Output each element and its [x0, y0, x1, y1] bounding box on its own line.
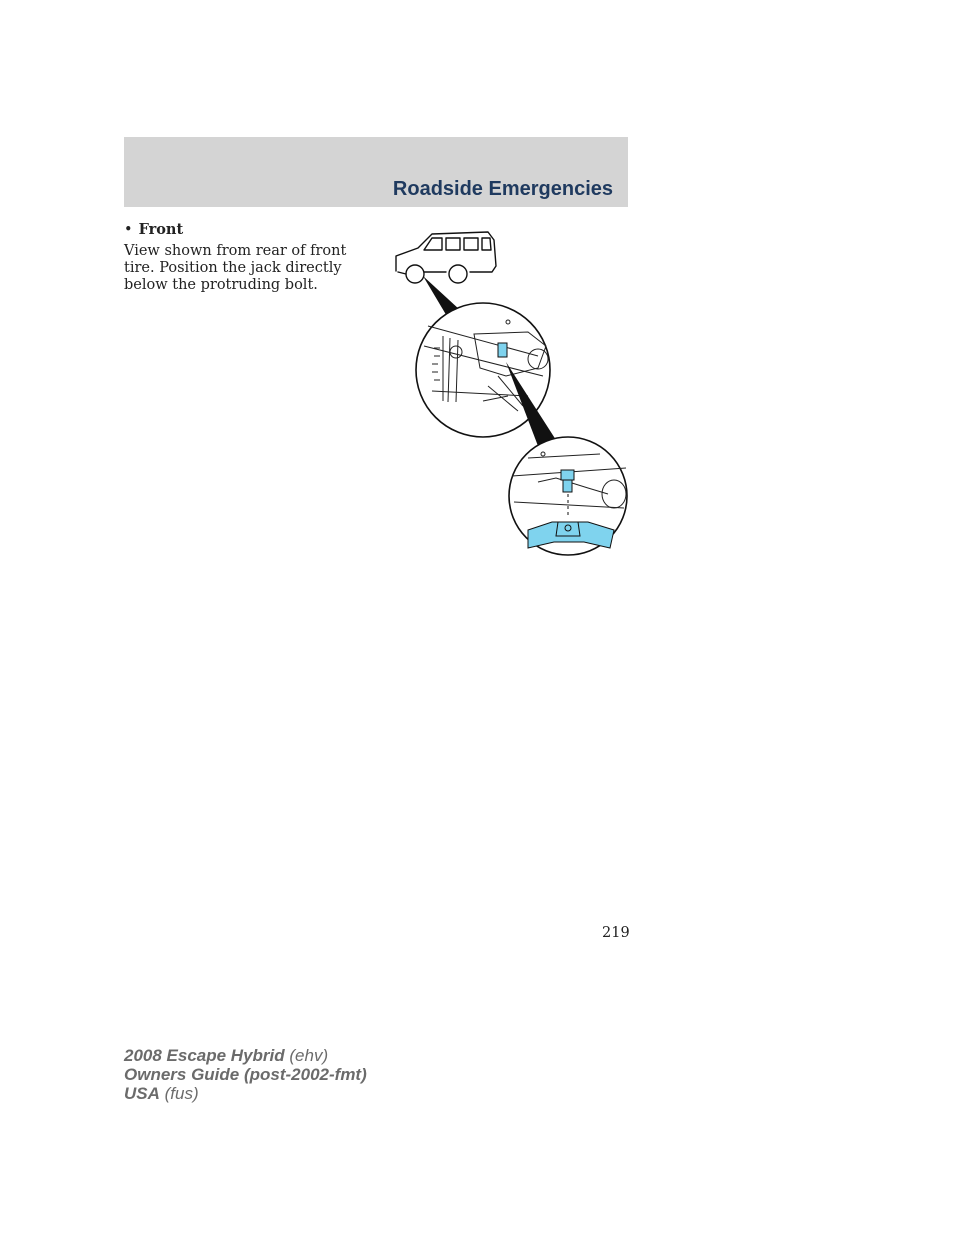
footer-line-2: Owners Guide (post-2002-fmt): [124, 1065, 367, 1084]
bullet-dot: •: [124, 222, 133, 238]
detail-circle-jack-bolt: [509, 437, 627, 555]
footer-line-1: 2008 Escape Hybrid (ehv): [124, 1046, 329, 1065]
bullet-heading: [124, 221, 183, 238]
jack-position-illustration: [388, 226, 633, 558]
instruction-paragraph: View shown from rear of front tire. Position the jack directly below the protruding bolt.: [124, 243, 347, 293]
document-footer: [124, 1046, 367, 1103]
vehicle-icon: [396, 232, 496, 283]
footer-line-3: USA (fus): [124, 1084, 199, 1103]
heading-front: Front: [138, 221, 184, 238]
section-title: Roadside Emergencies: [392, 178, 613, 200]
page-number: 219: [602, 925, 630, 941]
section-header-band: [124, 137, 628, 207]
